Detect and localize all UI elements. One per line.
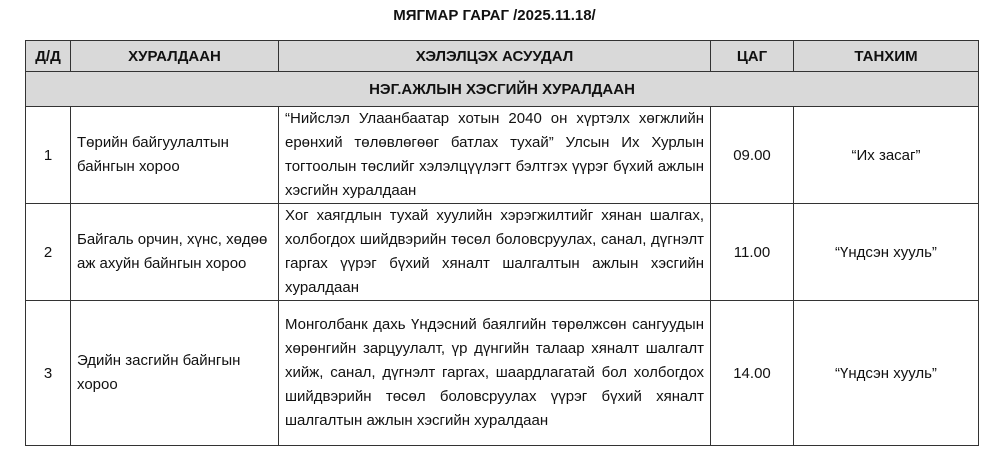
row-num: 3 — [26, 301, 71, 446]
header-committee: ХУРАЛДААН — [71, 41, 279, 72]
header-num: Д/Д — [26, 41, 71, 72]
table-row — [26, 204, 979, 301]
section-row — [26, 72, 979, 107]
row-topic: “Нийслэл Улаанбаатар хотын 2040 он хүртэлх хөгжлийн ерөнхий төлөвлөгөөг батлах тухай” Улсын Их Хурлын тогтоолын төслийг хэлэлцүүлэгт бэлтгэх үүрэг бүхий ажлын хэсгийн хуралдаан — [279, 107, 711, 204]
row-committee: Төрийн байгуулалтын байнгын хороо — [71, 107, 279, 204]
row-time: 14.00 — [711, 301, 794, 446]
row-topic: Монголбанк дахь Үндэсний баялгийн төрөлжсөн сангуудын хөрөнгийн зарцуулалт, үр дүнгийн талаар хяналт шалгалт хийж, санал, дүгнэлт гаргах, шаардлагатай бол холбогдох шийдвэрийн төсөл боловсруулах үүрэг бүхий хяналт шалгалтын ажлын хэсгийн хуралдаан — [279, 301, 711, 446]
table-row — [26, 301, 979, 446]
row-room: “Үндсэн хууль” — [794, 204, 979, 301]
row-num: 2 — [26, 204, 71, 301]
row-time: 11.00 — [711, 204, 794, 301]
header-row — [26, 41, 979, 72]
table-row — [26, 107, 979, 204]
header-topic: ХЭЛЭЛЦЭХ АСУУДАЛ — [279, 41, 711, 72]
header-time: ЦАГ — [711, 41, 794, 72]
row-room: “Үндсэн хууль” — [794, 301, 979, 446]
row-committee: Эдийн засгийн байнгын хороо — [71, 301, 279, 446]
row-topic: Хог хаягдлын тухай хуулийн хэрэгжилтийг хянан шалгах, холбогдох шийдвэрийн төсөл боловсруулах, санал, дүгнэлт гаргах үүрэг бүхий хяналт шалгалтын ажлын хэсгийн хуралдаан — [279, 204, 711, 301]
section-title: НЭГ.АЖЛЫН ХЭСГИЙН ХУРАЛДААН — [26, 72, 979, 107]
row-time: 09.00 — [711, 107, 794, 204]
schedule-table — [25, 40, 979, 446]
header-room: ТАНХИМ — [794, 41, 979, 72]
page-title: МЯГМАР ГАРАГ /2025.11.18/ — [393, 7, 596, 24]
row-num: 1 — [26, 107, 71, 204]
row-room: “Их засаг” — [794, 107, 979, 204]
row-committee: Байгаль орчин, хүнс, хөдөө аж ахуйн байнгын хороо — [71, 204, 279, 301]
